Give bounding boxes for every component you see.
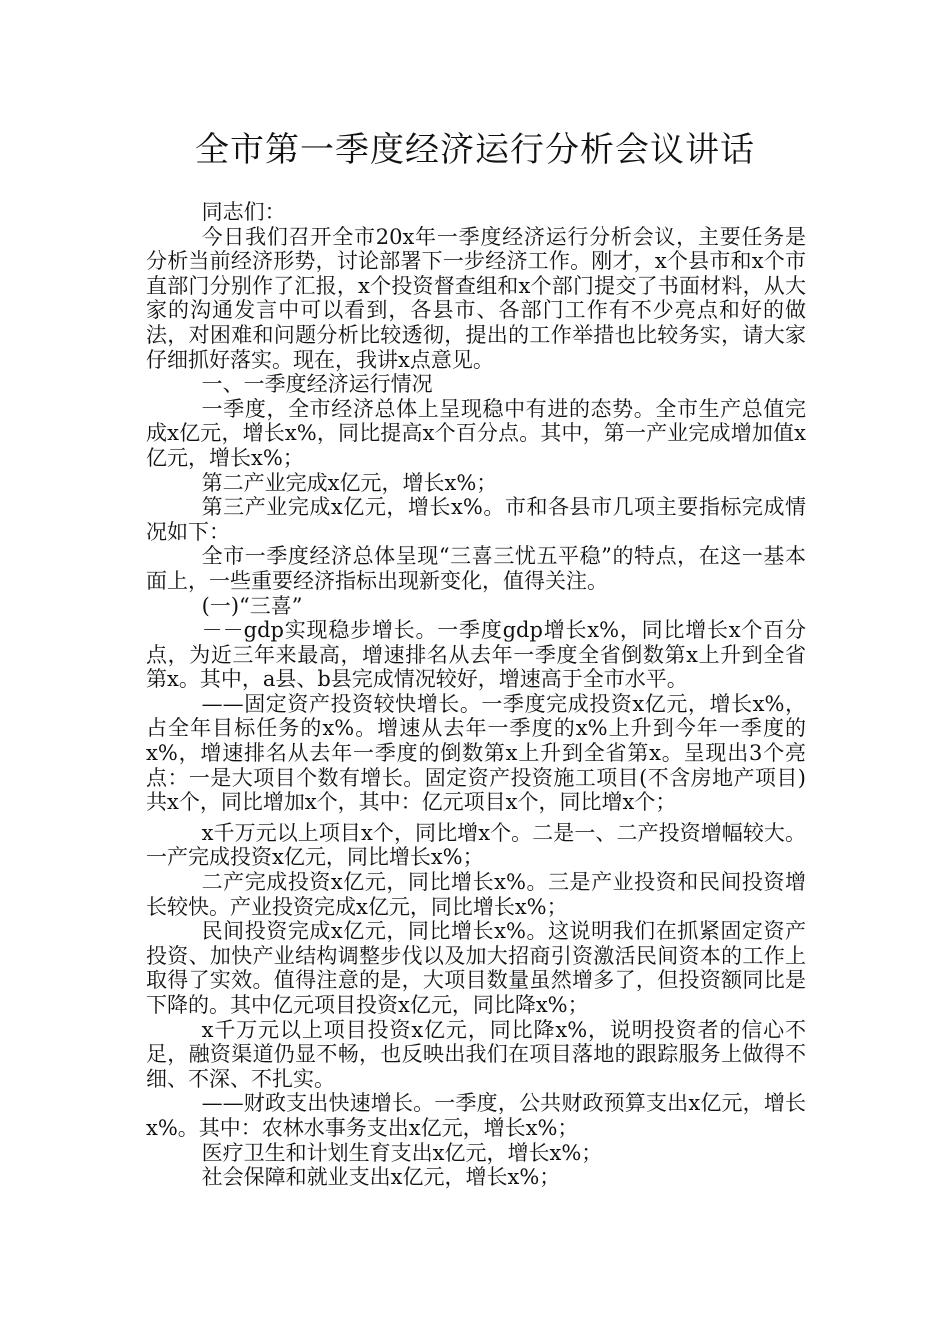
paragraph-overview: 一季度，全市经济总体上呈现稳中有进的态势。全市生产总值完成x亿元，增长x%，同比提高x个百分点。其中，第一产业完成增加值x亿元，增长x%； <box>146 396 806 470</box>
section-heading-1: 一、一季度经济运行情况 <box>201 372 433 397</box>
paragraph-characteristics: 全市一季度经济总体呈现“三喜三忧五平稳”的特点，在这一基本面上，一些重要经济指标出现新变化，值得关注。 <box>146 544 806 593</box>
document-title: 全市第一季度经济运行分析会议讲话 <box>195 130 755 170</box>
subsection-heading-three-joys: (一)“三喜” <box>201 593 303 618</box>
paragraph-intro: 今日我们召开全市20x年一季度经济运行分析会议，主要任务是分析当前经济形势，讨论部署下一步经济工作。刚才，x个县市和x个市直部门分别作了汇报，x个投资督查组和x个部门提交了书面材料，从大家的沟通发言中可以看到，各县市、各部门工作有不少亮点和好的做法，对困难和问题分析比较透彻，提出的工作举措也比较务实，请大家仔细抓好落实。现在，我讲x点意见。 <box>146 224 806 372</box>
paragraph-secondary-investment: 二产完成投资x亿元，同比增长x%。三是产业投资和民间投资增长较快。产业投资完成x亿元，同比增长x%； <box>146 870 806 919</box>
paragraph-private-investment: 民间投资完成x亿元，同比增长x%。这说明我们在抓紧固定资产投资、加快产业结构调整步伐以及加大招商引资激活民间资本的工作上取得了实效。值得注意的是，大项目数量虽然增多了，但投资额同比是下降的。其中亿元项目投资x亿元，同比降x%； <box>146 919 806 1017</box>
paragraph-fiscal-expenditure: ——财政支出快速增长。一季度，公共财政预算支出x亿元，增长x%。其中：农林水事务支出x亿元，增长x%； <box>146 1091 806 1140</box>
paragraph-tertiary-industry: 第三产业完成x亿元，增长x%。市和各县市几项主要指标完成情况如下： <box>146 495 806 544</box>
document-body <box>146 200 806 1190</box>
paragraph-social-security-expenditure: 社会保障和就业支出x亿元，增长x%； <box>201 1165 561 1190</box>
paragraph-secondary-industry: 第二产业完成x亿元，增长x%； <box>201 470 498 495</box>
paragraph-investment-decline: x千万元以上项目投资x亿元，同比降x%，说明投资者的信心不足，融资渠道仍显不畅，也反映出我们在项目落地的跟踪服务上做得不细、不深、不扎实。 <box>146 1017 806 1091</box>
paragraph-gdp: －－gdp实现稳步增长。一季度gdp增长x%，同比增长x个百分点，为近三年来最高，增速排名从去年一季度全省倒数第x上升到全省第x。其中，a县、b县完成情况较好，增速高于全市水平。 <box>146 618 806 692</box>
salutation: 同志们： <box>201 200 286 224</box>
paragraph-fixed-investment: ——固定资产投资较快增长。一季度完成投资x亿元，增长x%，占全年目标任务的x%。增速从去年一季度的x%上升到今年一季度的x%，增速排名从去年一季度的倒数第x上升到全省第x。呈现出3个亮点：一是大项目个数有增长。固定资产投资施工项目(不含房地产项目)共x个，同比增加x个，其中：亿元项目x个，同比增x个； <box>146 691 806 815</box>
paragraph-health-expenditure: 医疗卫生和计划生育支出x亿元，增长x%； <box>201 1140 603 1165</box>
paragraph-ten-million-projects: x千万元以上项目x个，同比增x个。二是一、二产投资增幅较大。一产完成投资x亿元，同比增长x%； <box>146 820 806 870</box>
